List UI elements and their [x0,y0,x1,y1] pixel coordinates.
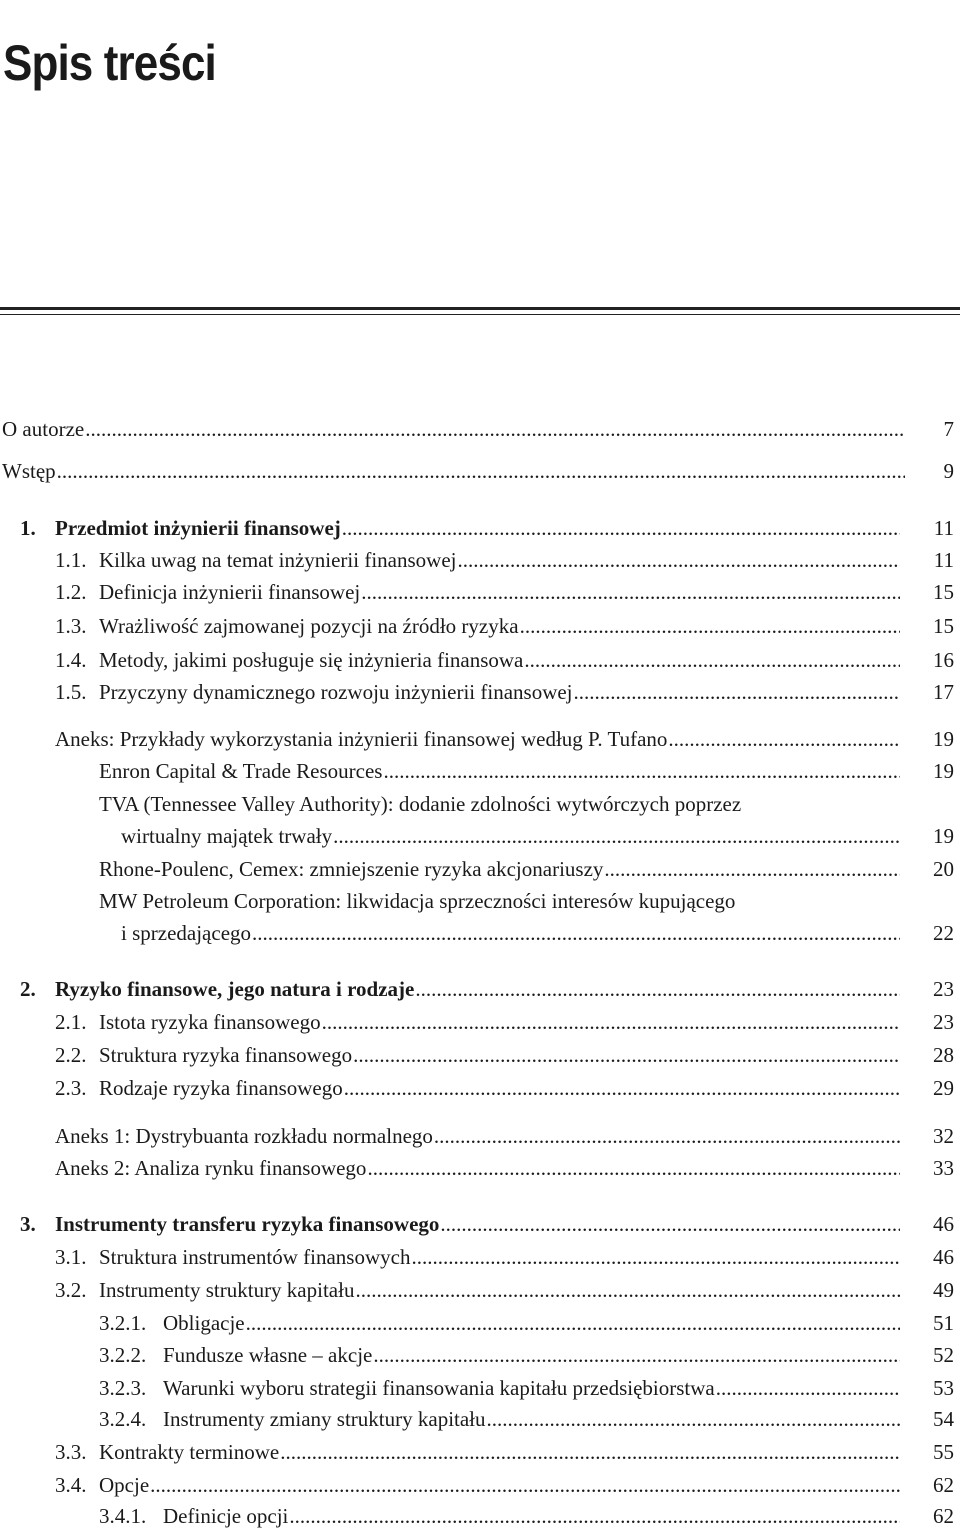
toc-entry-title: Aneks 1: Dystrybuanta rozkładu normalnego [55,1124,433,1148]
toc-entry-title: Kontrakty terminowe [99,1440,280,1464]
toc-page-number: 19 [933,727,954,751]
toc-section-1-3[interactable] [0,611,960,641]
toc-annex-2[interactable] [0,1153,960,1183]
leader-dots [715,1373,900,1403]
toc-entry-title: Przedmiot inżynierii finansowej [55,516,341,540]
leader-dots [519,611,900,641]
toc-entry-title-continued: wirtualny majątek trwały [121,824,333,848]
toc-annex-tva[interactable] [0,821,960,851]
toc-entry-title: Warunki wyboru strategii finansowania kapitału przedsiębiorstwa [163,1376,715,1400]
leader-dots [354,1275,900,1305]
leader-dots [456,545,900,575]
toc-page-number: 51 [933,1311,954,1335]
toc-page-number: 15 [933,614,954,638]
toc-subsection-3-2-1[interactable] [0,1308,960,1338]
toc-entry-title: Definicje opcji [163,1504,289,1528]
leader-dots [439,1209,900,1239]
toc-page-number: 46 [933,1212,954,1236]
toc-entry-number: 1.2. [55,580,87,604]
leader-dots [56,456,905,486]
toc-subsection-3-2-4[interactable] [0,1404,960,1434]
toc-page-number: 23 [933,1010,954,1034]
toc-page-number: 62 [933,1504,954,1528]
toc-section-3-3[interactable] [0,1437,960,1467]
toc-page-number: 11 [933,516,954,540]
toc-entry-title: Rodzaje ryzyka finansowego [99,1076,343,1100]
toc-page-number: 46 [933,1245,954,1269]
leader-dots [149,1470,900,1500]
toc-entry-title: Istota ryzyka finansowego [99,1010,321,1034]
toc-chapter-1[interactable] [0,513,960,543]
toc-entry-number: 3.2. [55,1278,87,1302]
leader-dots [523,645,900,675]
toc-page-number: 32 [933,1124,954,1148]
toc-chapter-2[interactable] [0,974,960,1004]
toc-section-2-1[interactable] [0,1007,960,1037]
toc-section-1-5[interactable] [0,677,960,707]
leader-dots [573,677,900,707]
leader-dots [251,918,900,948]
toc-entry-title: Przyczyny dynamicznego rozwoju inżynierii finansowej [99,680,573,704]
leader-dots [433,1121,900,1151]
leader-dots [486,1404,900,1434]
toc-entry-title: Aneks: Przykłady wykorzystania inżynierii finansowej według P. Tufano [55,727,668,751]
leader-dots [321,1007,900,1037]
toc-annex-rhone-poulenc[interactable] [0,854,960,884]
leader-dots [667,724,900,754]
toc-entry-number: 2.3. [55,1076,87,1100]
leader-dots [410,1242,900,1272]
toc-section-1-4[interactable] [0,645,960,675]
toc-section-3-2[interactable] [0,1275,960,1305]
leader-dots [332,821,900,851]
toc-annex-tufano[interactable] [0,724,960,754]
toc-entry-title: Wrażliwość zajmowanej pozycji na źródło ryzyka [99,614,519,638]
toc-page-number: 49 [933,1278,954,1302]
toc-page-number: 52 [933,1343,954,1367]
toc-entry-number: 2.2. [55,1043,87,1067]
toc-page-number: 16 [933,648,954,672]
toc-entry-title: Instrumenty struktury kapitału [99,1278,355,1302]
toc-section-1-2[interactable] [0,577,960,607]
toc-entry-wstep[interactable] [0,456,960,486]
toc-entry-title: Struktura instrumentów finansowych [99,1245,411,1269]
toc-entry-title: Rhone-Poulenc, Cemex: zmniejszenie ryzyka akcjonariuszy [99,857,604,881]
toc-page-number: 9 [943,459,954,483]
toc-entry-title: Enron Capital & Trade Resources [99,759,383,783]
toc-entry-number: 3.2.3. [99,1376,147,1400]
toc-entry-title: Wstęp [2,459,56,483]
toc-page-number: 23 [933,977,954,1001]
leader-dots [414,974,900,1004]
leader-dots [84,414,905,444]
leader-dots [279,1437,900,1467]
toc-page-number: 28 [933,1043,954,1067]
toc-page-number: 15 [933,580,954,604]
toc-page-number: 20 [933,857,954,881]
toc-annex-1[interactable] [0,1121,960,1151]
toc-entry-number: 3. [20,1212,36,1236]
toc-entry-title: Kilka uwag na temat inżynierii finansowej [99,548,457,572]
toc-subsection-3-2-3[interactable] [0,1373,960,1403]
toc-page-number: 19 [933,824,954,848]
toc-page-number: 7 [943,417,954,441]
toc-page-number: 33 [933,1156,954,1180]
toc-section-1-1[interactable] [0,545,960,575]
toc-page-number: 54 [933,1407,954,1431]
leader-dots [288,1501,900,1531]
toc-entry-title-continued: i sprzedającego [121,921,252,945]
toc-entry-title: Opcje [99,1473,150,1497]
leader-dots [372,1340,900,1370]
toc-section-2-3[interactable] [0,1073,960,1103]
toc-subsection-3-4-1[interactable] [0,1501,960,1531]
toc-chapter-3[interactable] [0,1209,960,1239]
toc-entry-title: Instrumenty zmiany struktury kapitału [163,1407,486,1431]
toc-annex-enron[interactable] [0,756,960,786]
leader-dots [352,1040,900,1070]
toc-page-number: 29 [933,1076,954,1100]
toc-entry-title: Ryzyko finansowe, jego natura i rodzaje [55,977,415,1001]
toc-entry-number: 3.2.2. [99,1343,147,1367]
toc-annex-mw-petroleum[interactable] [0,918,960,948]
toc-entry-number: 2.1. [55,1010,87,1034]
toc-entry-title: Fundusze własne – akcje [163,1343,373,1367]
toc-entry-number: 3.3. [55,1440,87,1464]
toc-page-number: 19 [933,759,954,783]
leader-dots [382,756,900,786]
leader-dots [360,577,900,607]
toc-entry-number: 1.3. [55,614,87,638]
toc-section-3-4[interactable] [0,1470,960,1500]
toc-entry-number: 1.1. [55,548,87,572]
toc-entry-title: Instrumenty transferu ryzyka finansowego [55,1212,440,1236]
toc-entry-number: 3.2.4. [99,1407,147,1431]
toc-entry-title: Obligacje [163,1311,245,1335]
toc-page-number: 55 [933,1440,954,1464]
toc-entry-o-autorze[interactable] [0,414,960,444]
toc-entry-number: 2. [20,977,36,1001]
toc-entry-number: 1. [20,516,36,540]
toc-entry-number: 3.4. [55,1473,87,1497]
leader-dots [341,513,900,543]
toc-entry-number: 1.4. [55,648,87,672]
page-title: Spis treści [3,35,216,91]
toc-annex-tva-line1[interactable]: TVA (Tennessee Valley Authority): dodanie zdolności wytwórczych poprzez [99,792,742,816]
toc-entry-number: 1.5. [55,680,87,704]
leader-dots [343,1073,900,1103]
toc-entry-title: Metody, jakimi posługuje się inżynieria finansowa [99,648,524,672]
toc-entry-number: 3.4.1. [99,1504,147,1528]
toc-section-2-2[interactable] [0,1040,960,1070]
toc-page-number: 62 [933,1473,954,1497]
toc-annex-mw-petroleum-line1[interactable]: MW Petroleum Corporation: likwidacja sprzeczności interesów kupującego [99,889,736,913]
toc-page-number: 11 [933,548,954,572]
toc-entry-title: O autorze [2,417,85,441]
toc-entry-number: 3.1. [55,1245,87,1269]
leader-dots [245,1308,900,1338]
toc-entry-title: Definicja inżynierii finansowej [99,580,361,604]
toc-entry-title: Aneks 2: Analiza rynku finansowego [55,1156,367,1180]
toc-entry-number: 3.2.1. [99,1311,147,1335]
leader-dots [366,1153,900,1183]
toc-entry-title: Struktura ryzyka finansowego [99,1043,353,1067]
toc-section-3-1[interactable] [0,1242,960,1272]
leader-dots [603,854,900,884]
toc-page-number: 22 [933,921,954,945]
toc-subsection-3-2-2[interactable] [0,1340,960,1370]
toc-page-number: 53 [933,1376,954,1400]
toc-page-number: 17 [933,680,954,704]
